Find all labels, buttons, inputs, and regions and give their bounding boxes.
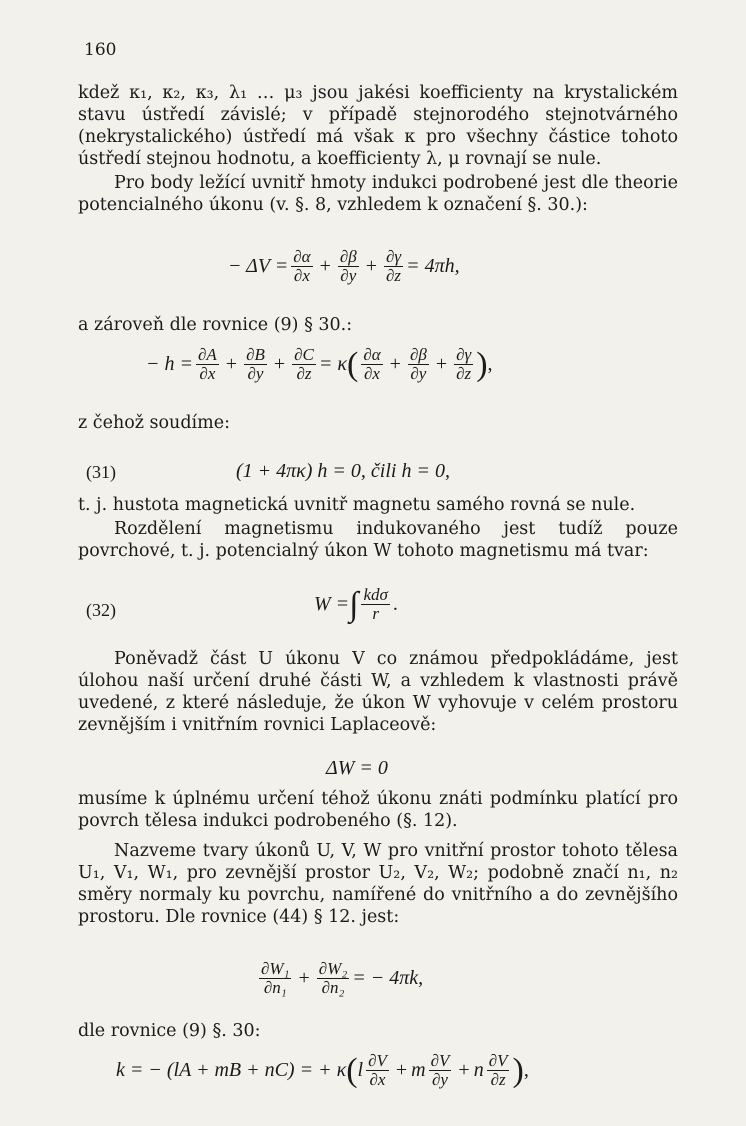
fraction: $\frac{\partial\gamma}{\partial z}$	[456, 345, 472, 383]
eqk-lhs: k = − (lA + mB + nC) = + κ	[116, 1059, 347, 1081]
paragraph-1: kdež κ₁, κ₂, κ₃, λ₁ … μ₃ jsou jakési koefficienty na krystalickém stavu ústředí závislé; v případě stejnorodého stejnotvárného (nekrystalického) ústředí má však κ pro všechny částice tohoto ústředí stejnou hodnotu, a koefficienty λ, μ rovnají se nule.	[78, 83, 678, 169]
fraction: $\frac{\partial\beta}{\partial y}$	[409, 345, 427, 383]
fraction: $\frac{\text{∂W₁}}{\text{∂n₁}}$	[261, 959, 290, 997]
eq1-rhs: = 4πh,	[406, 255, 460, 277]
fraction: $\frac{\partial V}{\partial x}$	[368, 1051, 387, 1089]
eq-laplace: ΔW = 0	[326, 757, 388, 779]
fraction: $\frac{\partial\alpha}{\partial x}$	[293, 247, 311, 285]
page-number: 160	[84, 40, 117, 60]
fraction: $\frac{\partial B}{\partial y}$	[246, 345, 265, 383]
paragraph-9: Nazveme tvary úkonů U, V, W pro vnitřní prostor tohoto tělesa U₁, V₁, W₁, pro zevnější prostor U₂, V₂, W₂; podobně značí n₁, n₂ směry normaly ku povrchu, namířené do vnitřního a do zevnějšího prostoru. Dle rovnice (44) § 12. jest:	[78, 841, 678, 927]
fraction: $\frac{\text{kdσ}}{r}$	[363, 585, 388, 623]
equation-k: k = − (lA + mB + nC) = + κ ( l $\frac{\partial V}{\partial x}$ + m $\frac{\partial V}{\partial y}$ + n $\frac{\partial V}{\partial z}$ ) ,	[116, 1051, 529, 1089]
eq1-lhs: − ΔV =	[228, 255, 289, 277]
equation-number: (31)	[86, 462, 116, 482]
fraction: $\frac{\partial\alpha}{\partial x}$	[363, 345, 381, 383]
paragraph-7: Poněvadž část U úkonu V co známou předpokládáme, jest úlohou naší určení druhé části W, a vzhledem k vlastnosti právě uvedené, z které následuje, že úkon W vyhovuje v celém prostoru zevnějším i vnitřním rovnici Laplaceově:	[78, 649, 678, 735]
equation-32: (32) W = ∫ $\frac{\text{kdσ}}{r}$ .	[86, 585, 398, 623]
fraction: $\frac{\text{∂W₂}}{\text{∂n₂}}$	[318, 959, 348, 997]
equation-potential: − ΔV = $\frac{\partial\alpha}{\partial x}$ + $\frac{\partial\beta}{\partial y}$ + $\frac{\partial\gamma}{\partial z}$ = 4πh,	[228, 247, 460, 285]
fraction: $\frac{\partial A}{\partial x}$	[198, 345, 217, 383]
fraction: $\frac{\partial C}{\partial z}$	[294, 345, 314, 383]
paragraph-4: z čehož soudíme:	[78, 413, 230, 433]
fraction: $\frac{\partial V}{\partial y}$	[430, 1051, 450, 1089]
equation-31	[70, 452, 690, 492]
equation-density: − h = $\frac{\partial A}{\partial x}$ + $\frac{\partial B}{\partial y}$ + $\frac{\partial C}{\partial z}$ = κ ( $\frac{\partial\alpha}{\partial x}$ + $\frac{\partial\beta}{\partial y}$ + $\frac{\partial\gamma}{\partial z}$ ) ,	[146, 345, 493, 383]
equation-number: (32)	[86, 600, 116, 620]
paragraph-10: dle rovnice (9) §. 30:	[78, 1021, 261, 1041]
eq2-lhs: − h =	[146, 353, 193, 375]
eq31-body: (1 + 4πκ) h = 0, čili h = 0,	[236, 460, 450, 482]
paragraph-6: Rozdělení magnetismu indukovaného jest tudíž pouze povrchové, t. j. potencialný úkon W tohoto magnetismu má tvar:	[78, 519, 678, 561]
fraction: $\frac{\partial V}{\partial z}$	[488, 1051, 508, 1089]
paragraph-2: Pro body ležící uvnitř hmoty indukci podrobené jest dle theorie potencialného úkonu (v. §. 8, vzhledem k označení §. 30.):	[78, 173, 678, 215]
equation-44: $\frac{\text{∂W₁}}{\text{∂n₁}}$ + $\frac{\text{∂W₂}}{\text{∂n₂}}$ = − 4πk,	[261, 959, 424, 997]
eq2-mid: = κ	[318, 353, 348, 375]
fraction: $\frac{\partial\gamma}{\partial z}$	[386, 247, 402, 285]
fraction: $\frac{\partial\beta}{\partial y}$	[339, 247, 357, 285]
eq32-lhs: W =	[314, 593, 350, 615]
eq44-rhs: = − 4πk,	[352, 967, 424, 989]
paragraph-3: a zároveň dle rovnice (9) § 30.:	[78, 315, 353, 335]
paragraph-5: t. j. hustota magnetická uvnitř magnetu samého rovná se nule.	[78, 495, 636, 515]
paragraph-8: musíme k úplnému určení téhož úkonu znáti podmínku platící pro povrch tělesa indukci podrobeného (§. 12).	[78, 789, 678, 831]
